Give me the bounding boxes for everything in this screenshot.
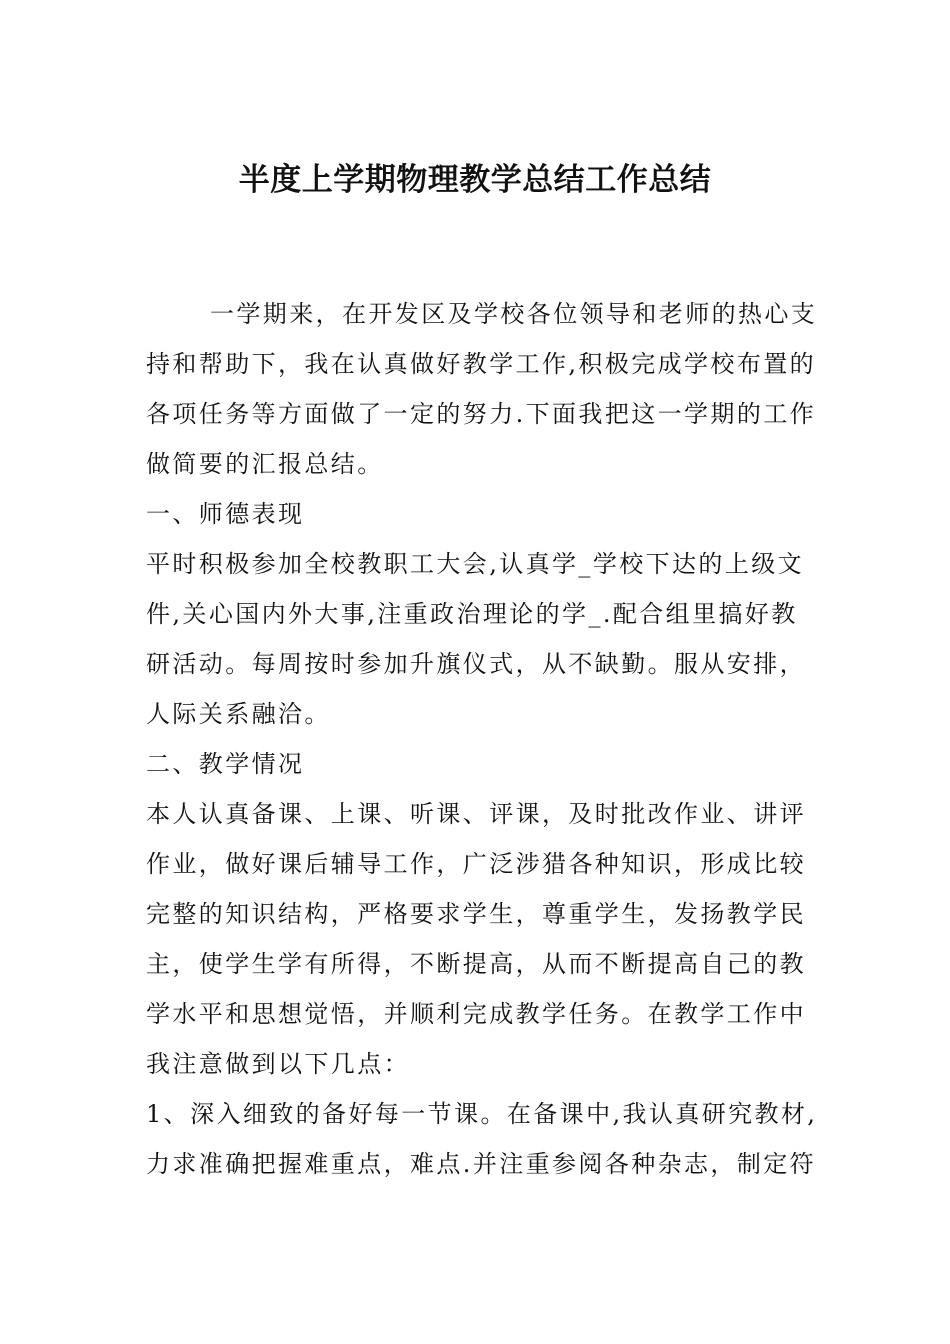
section-heading: 一、师德表现: [146, 500, 305, 528]
list-item-line: 1、深入细致的备好每一节课。在备课中,我认真研究教材,: [146, 1100, 818, 1128]
paragraph-line: 人际关系融洽。: [146, 700, 331, 728]
paragraph-line: 件,关心国内外大事,注重政治理论的学_.配合组里搞好教: [146, 600, 798, 628]
paragraph-line: 持和帮助下，我在认真做好教学工作,积极完成学校布置的: [146, 350, 817, 378]
paragraph-line: 平时积极参加全校教职工大会,认真学_学校下达的上级文: [146, 550, 805, 578]
paragraph-line: 主，使学生学有所得，不断提高，从而不断提高自己的教: [146, 950, 806, 978]
paragraph-line: 各项任务等方面做了一定的努力.下面我把这一学期的工作: [146, 400, 817, 428]
paragraph-line: 我注意做到以下几点：: [146, 1050, 410, 1078]
paragraph-line: 完整的知识结构，严格要求学生，尊重学生，发扬教学民: [146, 900, 806, 928]
paragraph-line: 一学期来，在开发区及学校各位领导和老师的热心支: [210, 300, 818, 328]
paragraph-line: 本人认真备课、上课、听课、评课，及时批改作业、讲评: [146, 800, 806, 828]
document-body: [146, 289, 826, 1189]
paragraph-line: 做简要的汇报总结。: [146, 450, 384, 478]
document-title: 半度上学期物理教学总结工作总结: [238, 162, 712, 198]
paragraph-line: 作业，做好课后辅导工作，广泛涉猎各种知识，形成比较: [146, 850, 806, 878]
section-heading: 二、教学情况: [146, 750, 305, 778]
paragraph-line: 学水平和思想觉悟，并顺利完成教学任务。在教学工作中: [146, 1000, 806, 1028]
paragraph-line: 研活动。每周按时参加升旗仪式，从不缺勤。服从安排，: [146, 650, 806, 678]
list-item-line: 力求准确把握难重点，难点.并注重参阅各种杂志，制定符: [146, 1150, 817, 1178]
